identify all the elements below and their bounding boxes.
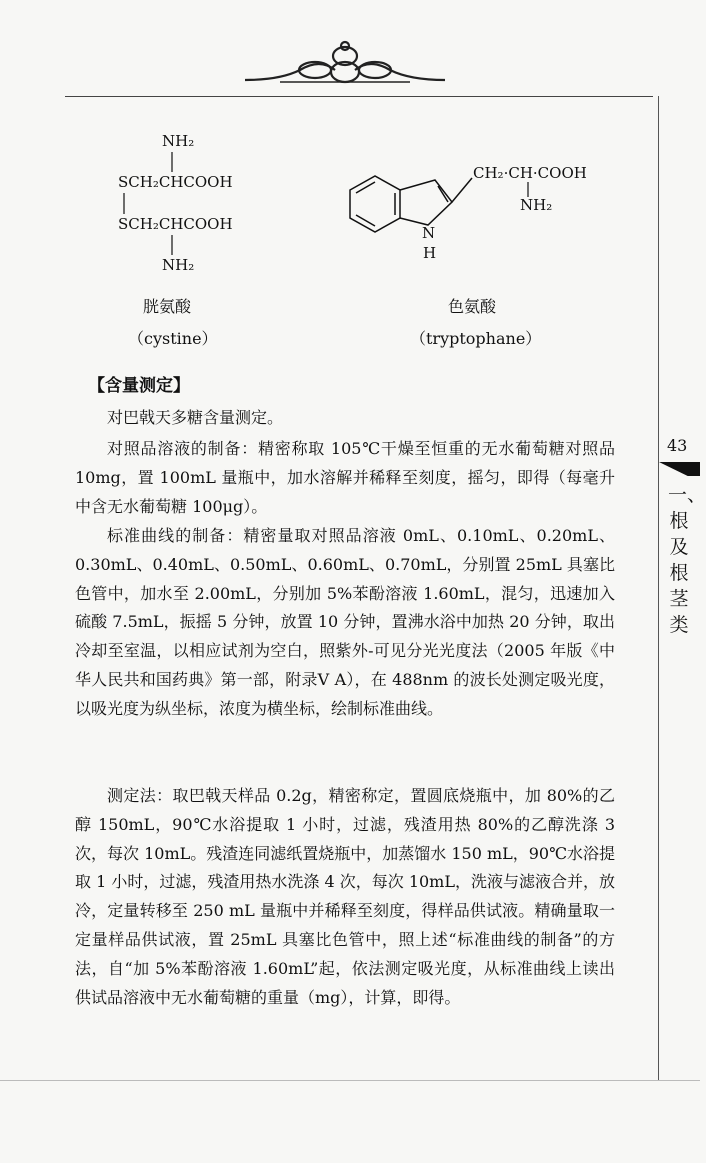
tryptophan-structure <box>340 150 620 270</box>
cystine-name-cn: 胱氨酸 <box>143 297 192 316</box>
section-title: 【含量测定】 <box>88 376 190 396</box>
cystine-line-1: SCH₂CHCOOH <box>118 173 233 191</box>
tryptophan-nh2: NH₂ <box>520 196 553 214</box>
footer-rule <box>0 1080 700 1081</box>
header-ornament <box>240 40 450 90</box>
cystine-bonds <box>118 130 258 280</box>
tryptophan-side-chain: CH₂·CH·COOH <box>473 164 587 182</box>
tryptophan-n-label: N <box>422 224 436 242</box>
cystine-name-en: （cystine） <box>128 329 218 348</box>
tryptophan-bonds <box>340 150 620 270</box>
margin-rule <box>658 96 659 1080</box>
cystine-nh2-bottom: NH₂ <box>162 256 195 274</box>
tryptophan-name-en: （tryptophane） <box>410 329 542 348</box>
paragraph-standard-curve: 标准曲线的制备：精密量取对照品溶液 0mL、0.10mL、0.20mL、0.30mL、0.40mL、0.50mL、0.60mL、0.70mL，分别置 25mL 具塞比色管中，加水至 2.00mL，分别加 5%苯酚溶液 1.60mL，混匀，迅速加入硫酸 7.5mL，振摇 5 分钟，放置 10 分钟，置沸水浴中加热 20 分钟，取出冷却至室温，以相应试剂为空白，照紫外-可见分光光度法（2005 年版《中华人民共和国药典》第一部，附录Ⅴ A），在 488nm 的波长处测定吸光度，以吸光度为纵坐标，浓度为横坐标，绘制标准曲线。 <box>75 526 615 718</box>
paragraph-reference-solution: 对照品溶液的制备：精密称取 105℃干燥至恒重的无水葡萄糖对照品 10mg，置 100mL 量瓶中，加水溶解并稀释至刻度，摇匀，即得（每毫升中含无水葡萄糖 100μg）。 <box>75 439 615 516</box>
chapter-label: 一、根及根茎类 <box>668 484 706 636</box>
cystine-nh2-top: NH₂ <box>162 132 195 150</box>
paragraph-intro: 对巴戟天多糖含量测定。 <box>107 408 284 427</box>
tryptophan-h-label: H <box>423 244 437 262</box>
page-number: 43 <box>667 436 688 455</box>
header-rule <box>65 96 653 97</box>
paragraph-assay-method: 测定法：取巴戟天样品 0.2g，精密称定，置圆底烧瓶中，加 80%的乙醇 150mL，90℃水浴提取 1 小时，过滤，残渣用热 80%的乙醇洗涤 3 次，每次 10mL。残渣连同滤纸置烧瓶中，加蒸馏水 150 mL，90℃水浴提取 1 小时，过滤，残渣用热水洗涤 4 次，每次 10mL，洗液与滤液合并，放冷，定量转移至 250 mL 量瓶中并稀释至刻度，得样品供试液。精确量取一定量样品供试液，置 25mL 具塞比色管中，照上述“标准曲线的制备”的方法，自“加 5%苯酚溶液 1.60mL”起，依法测定吸光度，从标准曲线上读出供试品溶液中无水葡萄糖的重量（mg），计算，即得。 <box>75 786 616 1007</box>
cystine-structure <box>118 130 258 280</box>
chapter-tab-marker <box>659 462 700 476</box>
tryptophan-name-cn: 色氨酸 <box>448 297 497 316</box>
cystine-line-2: SCH₂CHCOOH <box>118 215 233 233</box>
